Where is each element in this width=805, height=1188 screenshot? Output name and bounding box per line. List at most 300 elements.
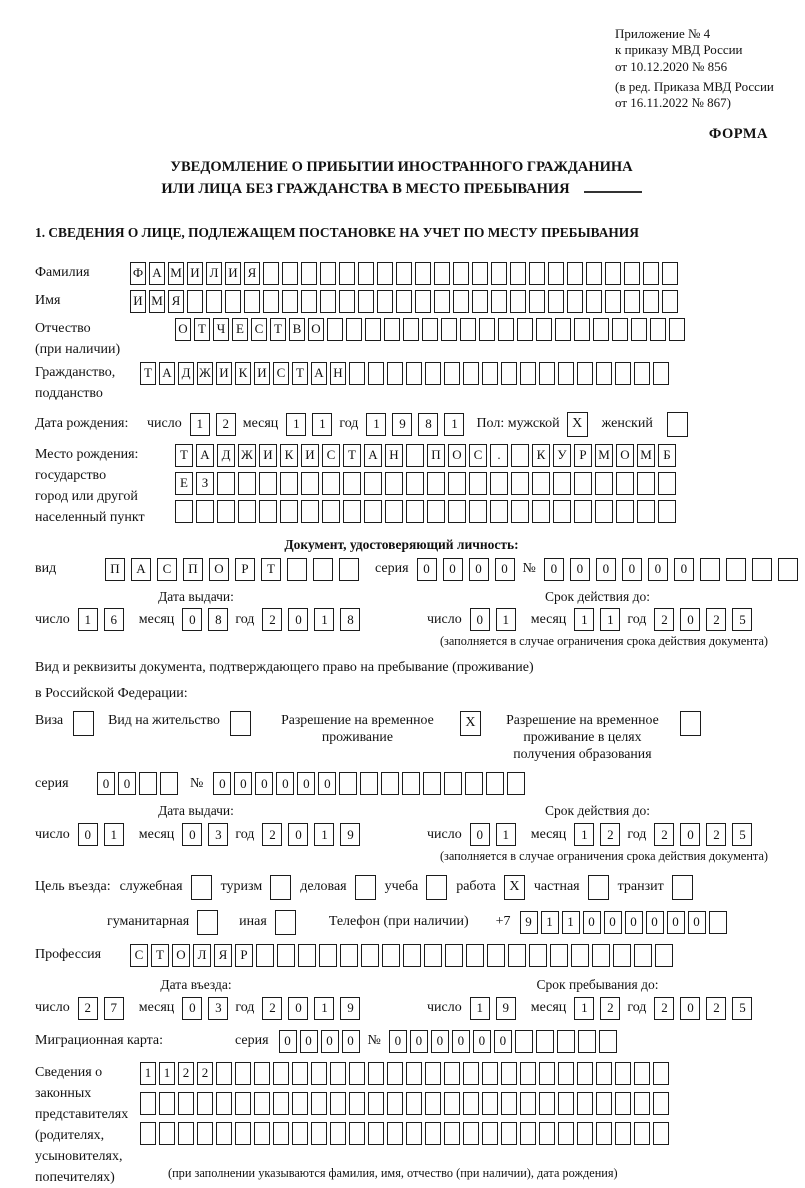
official-checkbox[interactable]	[191, 875, 212, 900]
transit-checkbox[interactable]	[672, 875, 693, 900]
char-box[interactable]	[441, 318, 457, 341]
char-box[interactable]	[427, 472, 445, 495]
char-box[interactable]: Р	[235, 944, 253, 967]
char-box[interactable]: 9	[340, 997, 360, 1020]
char-box[interactable]	[263, 262, 279, 285]
char-box[interactable]: 0	[443, 558, 463, 581]
char-box[interactable]: 0	[321, 1030, 339, 1053]
char-box[interactable]	[387, 1122, 403, 1145]
char-box[interactable]	[415, 262, 431, 285]
work-checkbox[interactable]: X	[504, 875, 525, 900]
char-box[interactable]	[532, 500, 550, 523]
char-box[interactable]: П	[427, 444, 445, 467]
char-box[interactable]	[558, 1092, 574, 1115]
char-box[interactable]	[615, 1092, 631, 1115]
char-box[interactable]	[387, 362, 403, 385]
char-box[interactable]: 0	[648, 558, 668, 581]
char-box[interactable]	[574, 318, 590, 341]
char-box[interactable]	[238, 472, 256, 495]
char-box[interactable]	[613, 944, 631, 967]
char-box[interactable]: Е	[175, 472, 193, 495]
char-box[interactable]: 0	[604, 911, 622, 934]
char-box[interactable]: 2	[706, 823, 726, 846]
char-box[interactable]	[360, 772, 378, 795]
char-box[interactable]	[415, 290, 431, 313]
char-box[interactable]: 0	[182, 997, 202, 1020]
char-box[interactable]	[444, 772, 462, 795]
char-box[interactable]	[486, 772, 504, 795]
char-box[interactable]	[175, 500, 193, 523]
char-box[interactable]: М	[168, 262, 184, 285]
char-box[interactable]	[377, 290, 393, 313]
char-box[interactable]: 2	[654, 608, 674, 631]
char-box[interactable]: 0	[288, 608, 308, 631]
char-box[interactable]	[469, 472, 487, 495]
char-box[interactable]: З	[196, 472, 214, 495]
char-box[interactable]	[511, 444, 529, 467]
char-box[interactable]	[615, 1122, 631, 1145]
char-box[interactable]	[301, 500, 319, 523]
char-box[interactable]	[658, 500, 676, 523]
char-box[interactable]: 0	[625, 911, 643, 934]
char-box[interactable]	[406, 1122, 422, 1145]
char-box[interactable]	[330, 1092, 346, 1115]
char-box[interactable]: 0	[288, 823, 308, 846]
char-box[interactable]: Ж	[197, 362, 213, 385]
char-box[interactable]	[558, 1062, 574, 1085]
char-box[interactable]	[490, 472, 508, 495]
char-box[interactable]	[311, 1062, 327, 1085]
char-box[interactable]: Н	[330, 362, 346, 385]
other-checkbox[interactable]	[275, 910, 296, 935]
char-box[interactable]: И	[254, 362, 270, 385]
char-box[interactable]: Н	[385, 444, 403, 467]
char-box[interactable]	[491, 262, 507, 285]
char-box[interactable]	[216, 1062, 232, 1085]
char-box[interactable]	[403, 944, 421, 967]
char-box[interactable]: 0	[646, 911, 664, 934]
char-box[interactable]	[403, 318, 419, 341]
char-box[interactable]	[482, 1122, 498, 1145]
char-box[interactable]: О	[172, 944, 190, 967]
char-box[interactable]: 0	[473, 1030, 491, 1053]
char-box[interactable]	[553, 472, 571, 495]
char-box[interactable]	[396, 262, 412, 285]
char-box[interactable]: Т	[151, 944, 169, 967]
char-box[interactable]	[298, 944, 316, 967]
char-box[interactable]	[595, 472, 613, 495]
char-box[interactable]	[548, 290, 564, 313]
char-box[interactable]	[558, 362, 574, 385]
char-box[interactable]: С	[130, 944, 148, 967]
char-box[interactable]	[235, 1122, 251, 1145]
char-box[interactable]: С	[322, 444, 340, 467]
char-box[interactable]	[501, 1122, 517, 1145]
char-box[interactable]	[624, 262, 640, 285]
char-box[interactable]	[422, 318, 438, 341]
char-box[interactable]	[349, 362, 365, 385]
char-box[interactable]	[448, 500, 466, 523]
char-box[interactable]	[510, 262, 526, 285]
char-box[interactable]	[216, 1122, 232, 1145]
char-box[interactable]	[577, 362, 593, 385]
char-box[interactable]: Т	[270, 318, 286, 341]
char-box[interactable]: П	[105, 558, 125, 581]
char-box[interactable]	[448, 472, 466, 495]
char-box[interactable]	[510, 290, 526, 313]
char-box[interactable]	[139, 772, 157, 795]
char-box[interactable]	[557, 1030, 575, 1053]
char-box[interactable]	[311, 1092, 327, 1115]
char-box[interactable]	[511, 500, 529, 523]
char-box[interactable]: С	[157, 558, 177, 581]
char-box[interactable]: Т	[343, 444, 361, 467]
char-box[interactable]: Я	[214, 944, 232, 967]
char-box[interactable]	[273, 1092, 289, 1115]
char-box[interactable]: Д	[178, 362, 194, 385]
char-box[interactable]	[349, 1062, 365, 1085]
char-box[interactable]	[292, 1092, 308, 1115]
char-box[interactable]	[330, 1122, 346, 1145]
char-box[interactable]	[634, 1092, 650, 1115]
char-box[interactable]: 9	[496, 997, 516, 1020]
char-box[interactable]	[536, 1030, 554, 1053]
char-box[interactable]: 2	[262, 997, 282, 1020]
char-box[interactable]	[529, 944, 547, 967]
char-box[interactable]	[339, 262, 355, 285]
char-box[interactable]	[280, 500, 298, 523]
char-box[interactable]: 0	[182, 608, 202, 631]
char-box[interactable]: 0	[389, 1030, 407, 1053]
char-box[interactable]: И	[225, 262, 241, 285]
char-box[interactable]	[655, 944, 673, 967]
char-box[interactable]	[709, 911, 727, 934]
char-box[interactable]: А	[131, 558, 151, 581]
char-box[interactable]: 0	[680, 608, 700, 631]
char-box[interactable]	[487, 944, 505, 967]
char-box[interactable]	[596, 362, 612, 385]
char-box[interactable]	[301, 472, 319, 495]
char-box[interactable]	[196, 500, 214, 523]
char-box[interactable]	[382, 944, 400, 967]
char-box[interactable]	[301, 262, 317, 285]
char-box[interactable]	[217, 500, 235, 523]
char-box[interactable]: 6	[104, 608, 124, 631]
char-box[interactable]: Е	[232, 318, 248, 341]
char-box[interactable]: 0	[470, 608, 490, 631]
char-box[interactable]	[402, 772, 420, 795]
char-box[interactable]: 1	[159, 1062, 175, 1085]
char-box[interactable]	[292, 1062, 308, 1085]
char-box[interactable]	[339, 290, 355, 313]
char-box[interactable]: 0	[674, 558, 694, 581]
char-box[interactable]	[700, 558, 720, 581]
char-box[interactable]	[501, 1062, 517, 1085]
char-box[interactable]	[280, 472, 298, 495]
char-box[interactable]	[555, 318, 571, 341]
char-box[interactable]: 0	[622, 558, 642, 581]
char-box[interactable]	[491, 290, 507, 313]
char-box[interactable]: О	[448, 444, 466, 467]
char-box[interactable]	[425, 362, 441, 385]
char-box[interactable]	[346, 318, 362, 341]
char-box[interactable]	[287, 558, 307, 581]
char-box[interactable]	[539, 1062, 555, 1085]
char-box[interactable]	[532, 472, 550, 495]
char-box[interactable]: Т	[175, 444, 193, 467]
char-box[interactable]	[406, 500, 424, 523]
char-box[interactable]: 0	[276, 772, 294, 795]
char-box[interactable]	[490, 500, 508, 523]
char-box[interactable]	[368, 1122, 384, 1145]
char-box[interactable]: 0	[417, 558, 437, 581]
char-box[interactable]: Б	[658, 444, 676, 467]
temp-residence-education-checkbox[interactable]	[680, 711, 701, 736]
char-box[interactable]: 0	[469, 558, 489, 581]
char-box[interactable]	[596, 1062, 612, 1085]
char-box[interactable]	[140, 1092, 156, 1115]
char-box[interactable]	[424, 944, 442, 967]
char-box[interactable]: 0	[470, 823, 490, 846]
char-box[interactable]	[322, 500, 340, 523]
char-box[interactable]: А	[149, 262, 165, 285]
char-box[interactable]	[159, 1122, 175, 1145]
char-box[interactable]	[256, 944, 274, 967]
char-box[interactable]	[637, 472, 655, 495]
char-box[interactable]: Л	[193, 944, 211, 967]
char-box[interactable]	[368, 362, 384, 385]
char-box[interactable]	[339, 772, 357, 795]
char-box[interactable]	[387, 1062, 403, 1085]
char-box[interactable]: 0	[182, 823, 202, 846]
char-box[interactable]	[259, 472, 277, 495]
char-box[interactable]: Я	[244, 262, 260, 285]
char-box[interactable]	[322, 472, 340, 495]
char-box[interactable]	[385, 472, 403, 495]
char-box[interactable]	[465, 772, 483, 795]
char-box[interactable]	[277, 944, 295, 967]
char-box[interactable]	[365, 318, 381, 341]
char-box[interactable]: 1	[286, 413, 306, 436]
char-box[interactable]	[662, 290, 678, 313]
char-box[interactable]: 9	[392, 413, 412, 436]
char-box[interactable]	[463, 362, 479, 385]
char-box[interactable]	[377, 262, 393, 285]
char-box[interactable]	[463, 1122, 479, 1145]
char-box[interactable]	[339, 558, 359, 581]
char-box[interactable]	[466, 944, 484, 967]
char-box[interactable]	[596, 1092, 612, 1115]
temp-residence-checkbox[interactable]: X	[460, 711, 481, 736]
char-box[interactable]	[501, 362, 517, 385]
char-box[interactable]	[631, 318, 647, 341]
char-box[interactable]	[577, 1092, 593, 1115]
char-box[interactable]: 1	[314, 608, 334, 631]
char-box[interactable]	[238, 500, 256, 523]
char-box[interactable]: 1	[314, 823, 334, 846]
char-box[interactable]	[577, 1062, 593, 1085]
char-box[interactable]: 1	[366, 413, 386, 436]
char-box[interactable]	[482, 1062, 498, 1085]
char-box[interactable]	[578, 1030, 596, 1053]
char-box[interactable]: О	[175, 318, 191, 341]
char-box[interactable]	[669, 318, 685, 341]
char-box[interactable]	[515, 1030, 533, 1053]
char-box[interactable]	[217, 472, 235, 495]
char-box[interactable]: 1	[314, 997, 334, 1020]
char-box[interactable]	[254, 1092, 270, 1115]
char-box[interactable]	[423, 772, 441, 795]
char-box[interactable]	[511, 472, 529, 495]
char-box[interactable]: Я	[168, 290, 184, 313]
char-box[interactable]	[637, 500, 655, 523]
char-box[interactable]	[216, 1092, 232, 1115]
char-box[interactable]: Р	[574, 444, 592, 467]
char-box[interactable]: 1	[312, 413, 332, 436]
char-box[interactable]	[301, 290, 317, 313]
char-box[interactable]: 5	[732, 823, 752, 846]
char-box[interactable]: И	[301, 444, 319, 467]
char-box[interactable]: Р	[235, 558, 255, 581]
char-box[interactable]: 0	[342, 1030, 360, 1053]
char-box[interactable]	[444, 1062, 460, 1085]
char-box[interactable]	[624, 290, 640, 313]
char-box[interactable]: 2	[178, 1062, 194, 1085]
char-box[interactable]	[273, 1122, 289, 1145]
char-box[interactable]	[187, 290, 203, 313]
char-box[interactable]: 0	[494, 1030, 512, 1053]
char-box[interactable]: А	[196, 444, 214, 467]
char-box[interactable]	[445, 944, 463, 967]
char-box[interactable]: Ф	[130, 262, 146, 285]
char-box[interactable]	[463, 1062, 479, 1085]
char-box[interactable]: О	[209, 558, 229, 581]
char-box[interactable]: К	[532, 444, 550, 467]
char-box[interactable]	[658, 472, 676, 495]
char-box[interactable]: 1	[541, 911, 559, 934]
char-box[interactable]: 1	[574, 608, 594, 631]
char-box[interactable]: 2	[216, 413, 236, 436]
char-box[interactable]	[634, 1122, 650, 1145]
char-box[interactable]	[343, 472, 361, 495]
char-box[interactable]	[612, 318, 628, 341]
char-box[interactable]: И	[187, 262, 203, 285]
char-box[interactable]: 9	[340, 823, 360, 846]
char-box[interactable]	[752, 558, 772, 581]
char-box[interactable]	[463, 1092, 479, 1115]
char-box[interactable]	[273, 1062, 289, 1085]
sex-female-checkbox[interactable]	[667, 412, 688, 437]
char-box[interactable]: А	[311, 362, 327, 385]
char-box[interactable]	[259, 500, 277, 523]
char-box[interactable]	[282, 290, 298, 313]
char-box[interactable]	[320, 262, 336, 285]
char-box[interactable]	[593, 318, 609, 341]
char-box[interactable]: 2	[654, 823, 674, 846]
char-box[interactable]	[434, 290, 450, 313]
char-box[interactable]: 8	[418, 413, 438, 436]
char-box[interactable]	[311, 1122, 327, 1145]
char-box[interactable]: С	[469, 444, 487, 467]
char-box[interactable]: 1	[470, 997, 490, 1020]
char-box[interactable]	[197, 1122, 213, 1145]
char-box[interactable]: К	[280, 444, 298, 467]
char-box[interactable]: 0	[452, 1030, 470, 1053]
char-box[interactable]	[384, 318, 400, 341]
char-box[interactable]	[599, 1030, 617, 1053]
char-box[interactable]: О	[616, 444, 634, 467]
char-box[interactable]: 9	[520, 911, 538, 934]
char-box[interactable]	[596, 1122, 612, 1145]
char-box[interactable]: 0	[97, 772, 115, 795]
char-box[interactable]	[520, 1092, 536, 1115]
char-box[interactable]	[550, 944, 568, 967]
char-box[interactable]	[577, 1122, 593, 1145]
char-box[interactable]: 0	[410, 1030, 428, 1053]
char-box[interactable]	[595, 500, 613, 523]
char-box[interactable]	[178, 1122, 194, 1145]
char-box[interactable]	[406, 362, 422, 385]
residence-permit-checkbox[interactable]	[230, 711, 251, 736]
char-box[interactable]: 8	[208, 608, 228, 631]
char-box[interactable]: 2	[706, 608, 726, 631]
char-box[interactable]	[320, 290, 336, 313]
char-box[interactable]	[327, 318, 343, 341]
char-box[interactable]	[529, 290, 545, 313]
char-box[interactable]	[586, 290, 602, 313]
char-box[interactable]	[567, 290, 583, 313]
char-box[interactable]: Т	[292, 362, 308, 385]
char-box[interactable]	[482, 362, 498, 385]
char-box[interactable]	[472, 290, 488, 313]
char-box[interactable]	[159, 1092, 175, 1115]
char-box[interactable]: 0	[570, 558, 590, 581]
char-box[interactable]	[425, 1062, 441, 1085]
char-box[interactable]	[662, 262, 678, 285]
char-box[interactable]	[508, 944, 526, 967]
char-box[interactable]: 1	[562, 911, 580, 934]
char-box[interactable]	[653, 1092, 669, 1115]
char-box[interactable]: 1	[78, 608, 98, 631]
char-box[interactable]	[616, 472, 634, 495]
char-box[interactable]: 2	[706, 997, 726, 1020]
char-box[interactable]	[364, 472, 382, 495]
char-box[interactable]	[539, 1092, 555, 1115]
char-box[interactable]	[282, 262, 298, 285]
title-blank-underline[interactable]	[584, 191, 642, 193]
char-box[interactable]	[368, 1092, 384, 1115]
char-box[interactable]	[539, 362, 555, 385]
char-box[interactable]: 2	[600, 823, 620, 846]
char-box[interactable]	[364, 500, 382, 523]
char-box[interactable]: 2	[78, 997, 98, 1020]
char-box[interactable]	[605, 262, 621, 285]
char-box[interactable]: 2	[600, 997, 620, 1020]
char-box[interactable]: 0	[213, 772, 231, 795]
char-box[interactable]	[254, 1062, 270, 1085]
char-box[interactable]	[653, 1122, 669, 1145]
char-box[interactable]: .	[490, 444, 508, 467]
char-box[interactable]: С	[273, 362, 289, 385]
char-box[interactable]	[206, 290, 222, 313]
char-box[interactable]: 0	[255, 772, 273, 795]
char-box[interactable]	[254, 1122, 270, 1145]
char-box[interactable]	[653, 362, 669, 385]
char-box[interactable]	[292, 1122, 308, 1145]
char-box[interactable]	[567, 262, 583, 285]
char-box[interactable]	[427, 500, 445, 523]
char-box[interactable]	[263, 290, 279, 313]
